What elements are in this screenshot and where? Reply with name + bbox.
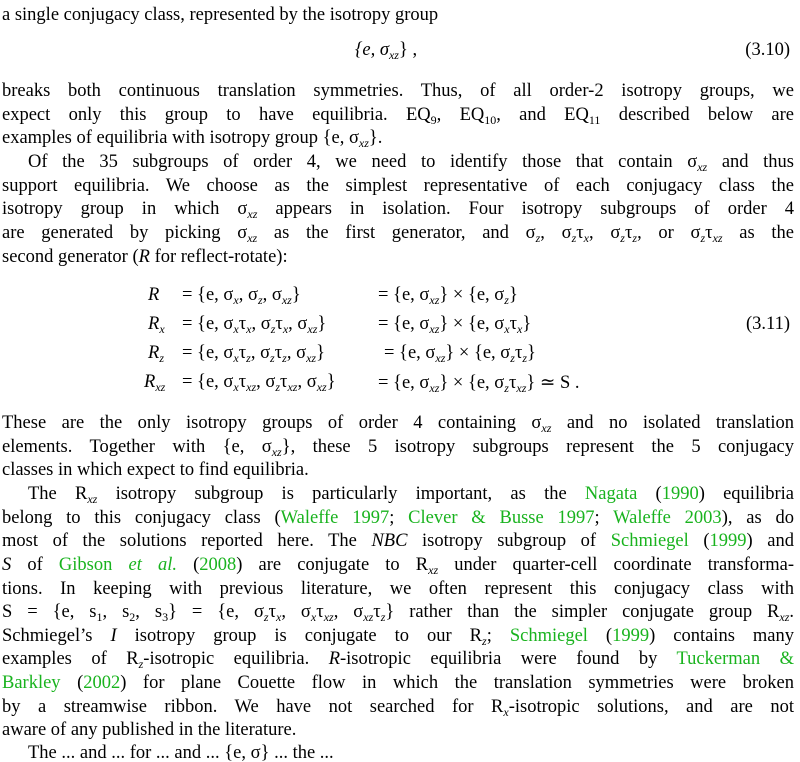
- citation-link[interactable]: Tuckerman &: [676, 649, 794, 669]
- text-line: belong to this conjugacy class (Waleffe 1997; Clever & Busse 1997; Waleffe 2003), as do: [2, 508, 794, 528]
- text-line: most of the solutions reported here. The NBC isotropy subgroup of Schmiegel (1999) and: [2, 531, 794, 551]
- citation-link[interactable]: Gibson et al.: [58, 555, 177, 575]
- text-line: Barkley (2002) for plane Couette flow in which the translation symmetries were broken: [2, 673, 794, 693]
- text-line: S = {e, $s_1$, $s_2$, $s_3\} = \{e$, $\sigma_z\tau_x$, $\sigma_x\tau_{xz}$, $\sigma_{xz}\tau_z$} rather than the simpler conjugate group $R_{xz}$.: [2, 602, 795, 624]
- eq-row: R: [148, 285, 160, 305]
- text-line: isotropy group in which $\sigma_{xz}$ appears in isolation. Four isotropy subgroups of order 4: [2, 199, 794, 221]
- citation-link[interactable]: Schmiegel: [610, 531, 689, 551]
- citation-link[interactable]: Waleffe 1997: [280, 508, 390, 528]
- eq-row-rhs: = {e, $\sigma_{xz}\} \times \{e$, $\sigma_z$}: [378, 285, 518, 307]
- eq-row-mid: = {e, $\sigma_x$, $\sigma_z$, $\sigma_{xz}$}: [182, 285, 301, 307]
- citation-link[interactable]: Waleffe 2003: [613, 508, 722, 528]
- eq-row-mid: = {e, $\sigma_x\tau_{xz}$, $\sigma_z\tau_{xz}$, $\sigma_{xz}$}: [182, 372, 336, 394]
- citation-link[interactable]: Schmiegel: [509, 626, 588, 646]
- citation-link[interactable]: Barkley: [2, 673, 61, 693]
- text-line: tions. In keeping with previous literature, we often represent this conjugacy class with: [2, 579, 794, 599]
- eq-row-rhs: = {e, $\sigma_{xz}\} \times \{e$, $\sigma_x\tau_x$}: [378, 314, 532, 336]
- text-line: The $R_{xz}$ isotropy subgroup is particularly important, as the Nagata (1990) equilibria: [28, 484, 794, 506]
- text-line: classes in which expect to find equilibria.: [2, 460, 309, 480]
- eq-row: $R_z$: [148, 343, 164, 365]
- text-line: aware of any published in the literature.: [2, 720, 297, 740]
- citation-year-link[interactable]: 1999: [612, 626, 650, 646]
- equation-number: (3.10): [745, 40, 790, 60]
- text-line: are generated by picking $\sigma_{xz}$ as the first generator, and $\sigma_z$, $\sigma_z\tau_x$, $\sigma_z\tau_z$, or $\sigma_z\tau_{xz}$ as the: [2, 223, 794, 245]
- text-line: These are the only isotropy groups of order 4 containing $\sigma_{xz}$ and no isolated translation: [2, 413, 794, 435]
- eq-row-mid: = {e, $\sigma_x\tau_x$, $\sigma_z\tau_x$, $\sigma_{xz}$}: [182, 314, 327, 336]
- citation-year-link[interactable]: 1999: [709, 531, 747, 551]
- citation-link[interactable]: Clever & Busse 1997: [408, 508, 595, 528]
- text-line: second generator (R for reflect-rotate):: [2, 247, 288, 267]
- citation-year-link[interactable]: 1990: [661, 484, 699, 504]
- citation-year-link[interactable]: 2008: [199, 555, 237, 575]
- citation-link[interactable]: Nagata: [584, 484, 638, 504]
- eq-row-mid: = {e, $\sigma_x\tau_z$, $\sigma_z\tau_z$, $\sigma_{xz}$}: [182, 343, 325, 365]
- eq-row: $R_{xz}$: [144, 372, 166, 394]
- text-line: Schmiegel’s I isotropy group is conjugate to our $R_z$; Schmiegel (1999) contains many: [2, 626, 794, 648]
- eq-row-rhs: = {e, $\sigma_{xz}\} \times \{e$, $\sigma_z\tau_z$}: [384, 343, 536, 365]
- equation-number: (3.11): [745, 314, 790, 334]
- eq-row-rhs: = {e, $\sigma_{xz}\} \times \{e$, $\sigma_z\tau_{xz}$} ≃ S .: [378, 373, 580, 395]
- equation-3-10: {e, $\sigma_{xz}$} ,: [355, 40, 418, 62]
- text-line: a single conjugacy class, represented by the isotropy group: [2, 5, 439, 25]
- text-line: support equilibria. We choose as the simplest representative of each conjugacy class the: [2, 176, 794, 196]
- text-line: elements. Together with {e, $\sigma_{xz}$}, these 5 isotropy subgroups represent the 5 conjugacy: [2, 437, 794, 459]
- text-line: expect only this group to have equilibria. $EQ_9$, $EQ_{10}$, and $EQ_{11}$ described below are: [2, 105, 795, 127]
- text-line: examples of equilibria with isotropy group {e, $\sigma_{xz}$}.: [2, 128, 383, 150]
- eq-row: $R_x$: [148, 314, 165, 336]
- text-line: by a streamwise ribbon. We have not searched for $R_x$-isotropic solutions, and are not: [2, 697, 794, 719]
- text-line: Of the 35 subgroups of order 4, we need to identify those that contain $\sigma_{xz}$ and thus: [28, 152, 794, 174]
- text-line: S of Gibson et al. (2008) are conjugate to $R_{xz}$ under quarter-cell coordinate transforma-: [2, 555, 794, 577]
- citation-year-link[interactable]: 2002: [83, 673, 121, 693]
- cut-off-line: The ... and ... for ... and ... {e, σ} ... the ...: [28, 743, 334, 762]
- text-line: breaks both continuous translation symmetries. Thus, of all order-2 isotropy groups, we: [2, 81, 794, 101]
- text-line: examples of $R_z$-isotropic equilibria. R-isotropic equilibria were found by Tuckerman &: [2, 649, 794, 671]
